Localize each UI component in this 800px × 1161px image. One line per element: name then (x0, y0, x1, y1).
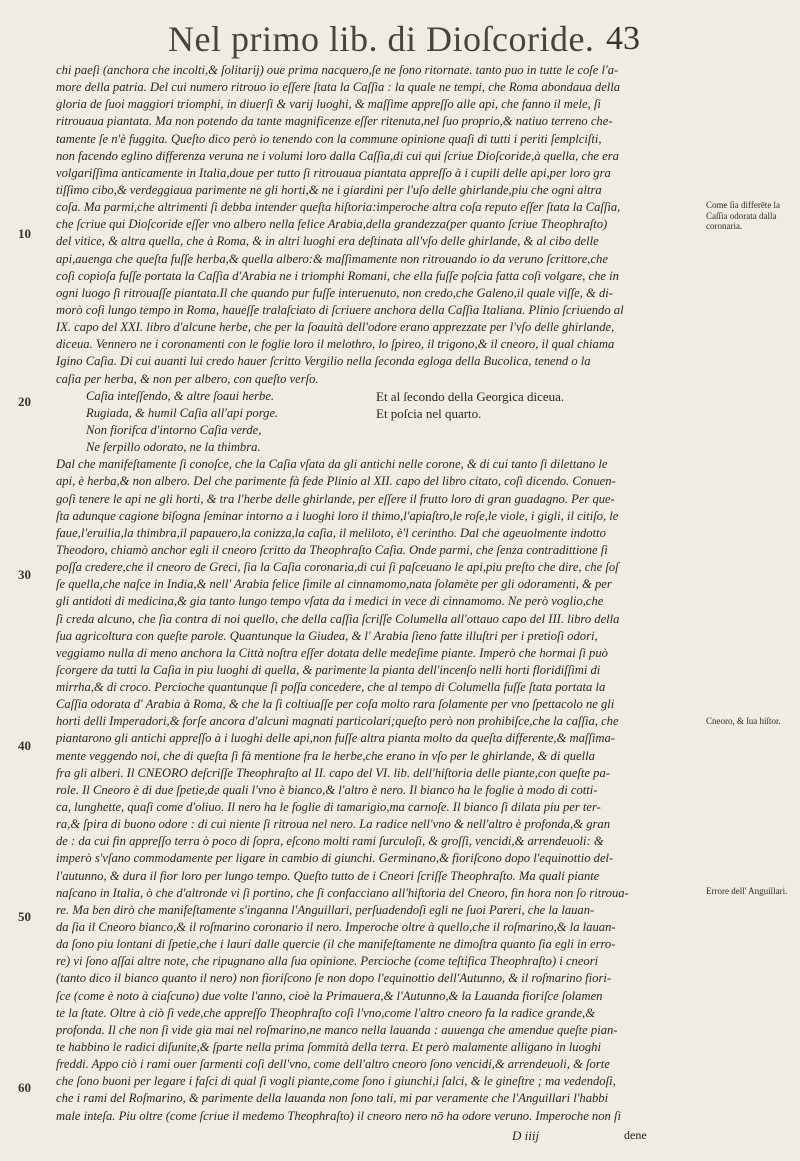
text-line: profonda. Il che non ſi vide gia mai nel roſmarino,ne manco nella lauanda : auuenga che amendue queſte pian- (56, 1022, 618, 1037)
text-line: Dal che manifeſtamente ſi conoſce, che la Caſia vſata da gli antichi nelle corone, & di cui tanto ſi dilettano le (56, 457, 608, 472)
text-line: more della patria. Del cui numero ritrouo io eſſere ſtata la Caſſia : la quale ne tempi, che Roma abondaua della (56, 80, 621, 95)
text-line: tiſſimo cibo,& verdeggiaua parimente ne gli horti,& ne i giardini per l'uſo delle ghirlande,piu che ogni altra (56, 182, 602, 197)
folio-number: 43 (606, 20, 640, 57)
text-line: diceua. Vennero ne i coronamenti con le foglie loro il melothro, lo ſpireo, il trigono,& il cneoro, il qual chiama (56, 337, 615, 352)
page-header (0, 18, 800, 68)
verse-line: Caſia inteſſendo, & altre ſoaui herbe. (86, 388, 275, 403)
text-line: Caſſia odorata d' Arabia à Roma, & che la ſi coltiuaſſe per coſa molto rara ſolamente per vno ſpettacolo ne gli (56, 697, 615, 712)
text-line: da ſono piu lontani di ſpetie,che i lauri dalle quercie (il che manifeſtamente ne dimoſtra quanto ſia egli in erro- (56, 937, 616, 952)
text-line: te la ſtate. Oltre à ciò ſi vede,che appreſſo Theophraſto coſi l'vno,come l'altro cneoro fa la radice grande,& (56, 1005, 595, 1020)
verse-row (56, 422, 686, 439)
running-head: Nel primo lib. di Dioſcoride. (168, 19, 595, 59)
margin-note-cassia: Come ſia differēte la Caſſia odorata dalla coronaria. (706, 200, 781, 231)
text-line: mente veggendo noi, che di queſta ſi fà mentione fra le herbe,che erano in vſo per le ghirlande, & di quella (56, 748, 595, 763)
text-line: mirrha,& di croco. Percioche quantunque ſi poſſa concedere, che al tempo di Columella fuſſe ſtata portata la (56, 680, 606, 695)
main-text-block (56, 62, 686, 1125)
text-line: de : da cui fin appreſſo terra ò poco di ſopra, eſcono molti rami ſurculoſi, & groſſi, vencidi,& arrendeuoli: & (56, 834, 604, 849)
margin-note-errore: Errore dell' Anguillari. (706, 886, 788, 896)
text-line: morò coſi lungo tempo in Roma, haueſſe tralaſciato di ſcriuere anchora della Caſſia Italiana. Plinio ſcriuendo al (56, 302, 624, 317)
text-line: re. Ma ben dirò che manifeſtamente s'inganna l'Anguillari, perſuadendoſi egli ne ſuoi Pareri, che la lauan- (56, 902, 595, 917)
text-line: ſce (come è noto à ciaſcuno) due volte l'anno, cioè la Primauera,& l'Autunno,& la Lauanda fioriſce ſolamen (56, 988, 603, 1003)
margin-note-cneoro: Cneoro, & ſua hiſtor. (706, 716, 781, 726)
line-number: 60 (18, 1080, 31, 1095)
text-line: volgariſſima anticamente in Italia,doue per tutto ſi ritrouaua piantata appreſſo à i cupili delle api,per loro gra (56, 165, 611, 180)
line-number: 40 (18, 738, 31, 753)
verse-line: Rugiada, & humil Caſia all'api porge. (86, 405, 279, 420)
text-line: horti delli Imperadori,& forſe ancora d'alcuni magnati particolari;queſto però non prohibiſce,che la caſſia, che (56, 714, 619, 729)
text-line: ſi creda alcuno, che ſia contra di noi quello, che della caſſia ſcriſſe Columella all'ottauo capo del III. libro della (56, 611, 620, 626)
text-line: coſi copioſa fuſſe portata la Caſſia d'Arabia ne i triomphi Romani, che ella fuſſe poſcia fatta coſi volgare, che in (56, 268, 619, 283)
text-line: tamente ſe n'è fuggita. Queſto dico però io tenendo con la commune opinione quaſi di tutti i periti ſemplciſti, (56, 131, 602, 146)
text-line: ſe quella,che naſce in India,& nell' Arabia felice ſimile al cinnamomo,nata ſolamète per gli odoramenti, & per (56, 577, 612, 592)
text-line: imperò s'vſano commodamente per ligare in cambio di giunchi. Germinano,& fioriſcono dopo l'equinottio del- (56, 851, 614, 866)
text-line: che i rami del Roſmarino, & parimente della lauanda non ſono tali, mi par veramente che l'Anguillari l'habbi (56, 1091, 609, 1106)
line-number: 20 (18, 394, 31, 409)
text-line: veggiamo nulla di meno anchora la Città noſtra eſſer dotata delle medeſime piante. Imperò che hormai ſi può (56, 645, 608, 660)
text-line: gli antidoti di medicina,& gia tanto lungo tempo vſata da i medici in vece di cinnamomo. Ne però voglio,che (56, 594, 604, 609)
text-line: da ſia il Cneoro bianco,& il roſmarino coronario il nero. Imperoche oltre à quello,che il roſmarino,& la lauan- (56, 920, 616, 935)
text-line: naſcano in Italia, ò che d'altronde vi ſi portino, che ſi confacciano all'hiſtoria del Cneoro, fin hora non ſo ritroua- (56, 885, 629, 900)
text-line: faue,l'eruilia,la thimbra,il papauero,la conizza,la caſia, il meliloto, è'l cerintho. Dal che ageuolmente indotto (56, 525, 606, 540)
verse-row (56, 388, 686, 405)
text-line: gloria de ſuoi maggiori triomphi, in diuerſi & varij luoghi, & maſſime appreſſo alle api, che fanno il mele, ſi (56, 97, 601, 112)
text-line: piantarono gli antichi appreſſo à i luoghi delle api,non fuſſe altra pianta molto da queſta differente,& maſſima- (56, 731, 615, 746)
text-line: chi paeſi (anchora che incolti,& ſolitarij) oue prima nacquero,ſe ne ſono ritornate. tanto puo in tutte le coſe l'a- (56, 63, 619, 77)
text-line: poſſa credere,che il cneoro de Greci, ſia la Caſia coronaria,di cui ſi paſceuano le api,piu preſto che dire, che ſoſ (56, 560, 619, 575)
line-number: 50 (18, 909, 31, 924)
verse-row (56, 405, 686, 422)
text-line: re) vi ſono aſſai altre note, che ripugnano alla ſua opinione. Percioche (come teſtifica Theophraſto) i cneori (56, 954, 599, 969)
text-line: l'autunno, & dura il fior loro per lungo tempo. Queſto tutto de i Cneori ſcriſſe Theophraſto. Ma quali piante (56, 868, 600, 883)
text-line: Theodoro, chiamò anchor egli il cneoro ſcritto da Theophraſto Caſia. Onde parmi, che ſenza contradittione ſi (56, 542, 608, 557)
text-line: api, è herba,& non albero. Del che parimente fà fede Plinio al XII. capo del libro citato, coſi dicendo. Conuen- (56, 474, 616, 489)
text-line: coſa. Ma parmi,che altrimenti ſi debba intender queſta hiſtoria:imperoche altra coſa reputo eſſer ſtata la Caſſia, (56, 200, 621, 215)
text-line: ogni luogo ſi ritrouaſſe piantata.Il che quando pur fuſſe interuenuto, non credo,che Galeno,il quale viſſe, & di- (56, 285, 613, 300)
text-line: ſcorgere da tutti la Caſia in piu luoghi di quella, & parimente la pianta dell'incenſo nelli horti floridiſſimi di (56, 662, 601, 677)
text-line: ra,& ſpira di buono odore : di cui niente ſi ritroua nel nero. La radice nell'vno & nell'altro è profonda,& gran (56, 817, 610, 832)
verse-line: Ne ſerpillo odorato, ne la thimbra. (86, 440, 261, 455)
text-line: IX. capo del XXI. libro d'alcune herbe, che per la ſoauità dell'odore erano apprezzate per l'vſo delle ghirlande, (56, 320, 615, 335)
text-line: (tanto dico il bianco quanto il nero) non fioriſcono ſe non dopo l'equinottio dell'Autunno, & il roſmarino fiori- (56, 971, 612, 986)
text-line: ſta adunque cagione biſogna ſeminar intorno a i luoghi loro il thimo,l'apiaſtro,le roſe,le viole, i gigli, il citiſo, le (56, 508, 619, 523)
text-line: goſi tenere le api ne gli horti, & tra l'herbe delle ghirlande, per eſſere il frutto loro di gran guadagno. Per que- (56, 491, 615, 506)
text-line: fra gli alberi. Il CNEORO deſcriſſe Theophraſto al II. capo del VI. lib. dell'hiſtoria delle piante,con queſte pa- (56, 765, 610, 780)
text-line: che ſcriue qui Dioſcoride eſſer vno albero nella felice Arabia,della grandezza(per quanto ſcriue Theophraſto) (56, 217, 608, 232)
verse-row (56, 439, 686, 456)
text-line: del vitice, & altra quella, che à Roma, & in altri luoghi era deſtinata all'vſo delle ghirlande, & al cibo delle (56, 234, 599, 249)
verse-caption: Et poſcia nel quarto. (376, 405, 482, 421)
text-line: te habbino le radici diſunite,& ſparte nella prima ſommità della terra. Et però malamente alligano in luoghi (56, 1040, 601, 1055)
verse-caption: Et al ſecondo della Georgica diceua. (376, 388, 565, 404)
line-number: 30 (18, 567, 31, 582)
text-line: che ſono buoni per legare i faſci di qual ſi vogli piante,come ſono i giunchi,i ſalci, & le gineſtre ; ma vedendoſi, (56, 1074, 616, 1089)
verse-line: Non fiorifca d'intorno Caſia verde, (86, 422, 262, 437)
line-number: 10 (18, 226, 31, 241)
catchword: dene (624, 1128, 647, 1142)
text-line: non facendo eglino differenza veruna ne i volumi loro dalla Caſſia,di cui qui ſcriue Dioſcoride,à quella, che era (56, 148, 619, 163)
text-line: caſia per herba, & non per albero, con queſto verſo. (56, 371, 319, 386)
text-line: ritrouaua piantata. Ma non potendo da tante magnificenze eſſer ritenuta,nel ſuo proprio,& natiuo terreno che- (56, 114, 613, 129)
text-line: ſua agricoltura con queſte parole. Quantunque la Giudea, & l' Arabia ſieno fatte illuſtri per i pretioſi odori, (56, 628, 598, 643)
text-line: Igino Caſia. Di cui auanti lui credo hauer ſcritto Vergilio nella ſeconda egloga della Bucolica, tenend o la (56, 354, 591, 369)
text-line: male inteſa. Piu oltre (come ſcriue il medemo Theophraſto) il cneoro nero nō ha odore veruno. Imperoche non ſi (56, 1108, 621, 1123)
text-line: api,auenga che queſta fuſſe herba,& quella albero:& maſſimamente non ritrouando io da veruno ſcrittore,che (56, 251, 608, 266)
text-line: role. Il Cneoro è di due ſpetie,de quali l'vno è bianco,& l'altro è nero. Il bianco ha le foglie à modo di cotti- (56, 782, 598, 797)
text-line: freddi. Appo ciò i rami ouer ſarmenti coſi dell'vno, come dell'altro cneoro ſono vencidi,& arrendeuoli, & ſorte (56, 1057, 610, 1072)
signature-mark: D iiij (512, 1128, 540, 1143)
text-line: ca, lunghette, quaſi come d'oliuo. Il nero ha le foglie di tamarigio,ma carnoſe. Il bianco ſi dilata piu per ter- (56, 800, 601, 815)
